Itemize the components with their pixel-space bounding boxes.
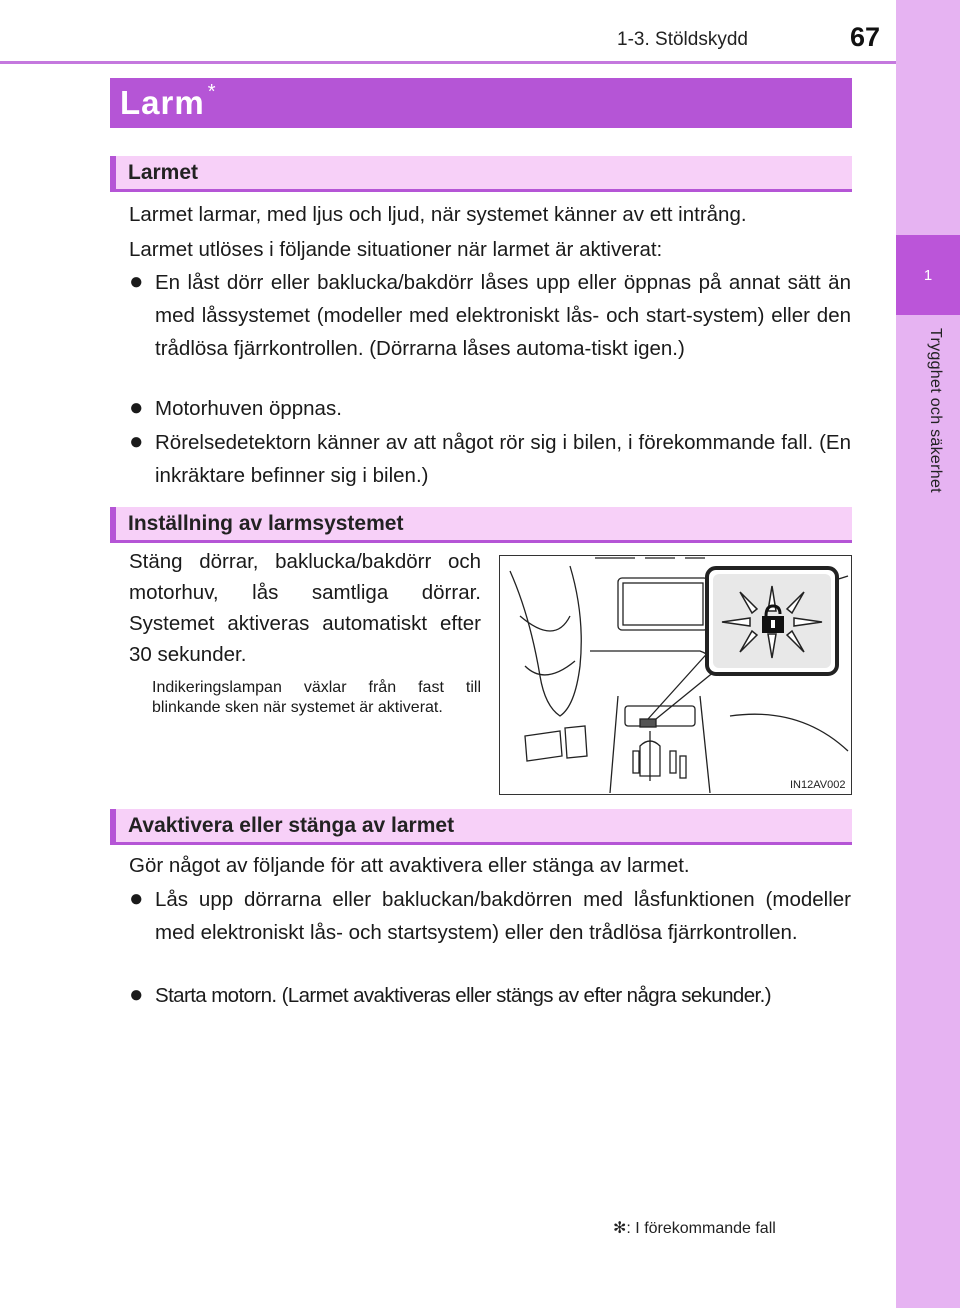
section-heading-larmet: [110, 156, 852, 192]
bullet-dot: ●: [129, 981, 143, 1008]
page-title-bar: [110, 78, 852, 128]
installning-note: Indikeringslampan växlar från fast till blinkande sken när systemet är aktiverat.: [152, 679, 481, 716]
bullet-text: Motorhuven öppnas.: [155, 397, 342, 420]
bullet-dot: ●: [129, 428, 144, 455]
bullet-dot: ●: [129, 268, 144, 295]
footnote: [613, 1218, 776, 1238]
page-title: Larm: [120, 84, 205, 121]
larmet-trigger-intro: Larmet utlöses i följande situationer när larmet är aktiverat:: [129, 238, 663, 261]
page-number: 67: [850, 22, 881, 52]
list-item: [129, 426, 851, 492]
header-divider: [0, 61, 896, 64]
bullet-text: Starta motorn. (Larmet avaktiveras eller stängs av efter några sekunder.): [155, 984, 771, 1007]
chapter-title: Trygghet och säkerhet: [927, 328, 944, 493]
section-heading-avaktivera: [110, 809, 852, 845]
chapter-side-tab: [896, 0, 960, 1308]
list-item: [129, 392, 851, 425]
image-code: IN12AV002: [790, 779, 846, 791]
dashboard-illustration: [499, 555, 852, 795]
bullet-dot: ●: [129, 885, 144, 912]
header-section-title: 1-3. Stöldskydd: [617, 29, 748, 50]
list-item: [129, 883, 851, 949]
bullet-text: Rörelsedetektorn känner av att något rör sig i bilen, i förekommande fall. (En inkräktare befinner sig i bilen.): [155, 431, 851, 487]
chapter-number: 1: [896, 235, 960, 315]
section-heading-text: Larmet: [128, 160, 199, 184]
bullet-dot: ●: [129, 394, 144, 421]
footnote-symbol: ✻: [613, 1220, 627, 1237]
avaktivera-intro: Gör något av följande för att avaktivera eller stänga av larmet.: [129, 854, 690, 877]
footnote-text: : I förekommande fall: [626, 1220, 776, 1237]
section-heading-installning: [110, 507, 852, 543]
list-item: [129, 266, 851, 365]
title-asterisk: *: [207, 80, 216, 103]
section-heading-text: Inställning av larmsystemet: [128, 511, 404, 535]
installning-body: Stäng dörrar, baklucka/bakdörr och motorhuv, lås samtliga dörrar. Systemet aktiveras automatiskt efter 30 sekunder.: [129, 550, 481, 666]
section-heading-text: Avaktivera eller stänga av larmet: [128, 813, 455, 837]
dashboard-drawing: [500, 556, 850, 793]
bullet-text: En låst dörr eller baklucka/bakdörr låses upp eller öppnas på annat sätt än med låssystemet (modeller med elektroniskt lås- och start-system) eller den trådlösa fjärrkontrollen. (Dörrarna låses automa-tiskt igen.): [155, 271, 851, 360]
list-item: [129, 979, 851, 1012]
bullet-text: Lås upp dörrarna eller bakluckan/bakdörren med låsfunktionen (modeller med elektroniskt lås- och startsystem) eller den trådlösa fjärrkontrollen.: [155, 888, 851, 944]
larmet-intro: Larmet larmar, med ljus och ljud, när systemet känner av ett intrång.: [129, 203, 747, 226]
